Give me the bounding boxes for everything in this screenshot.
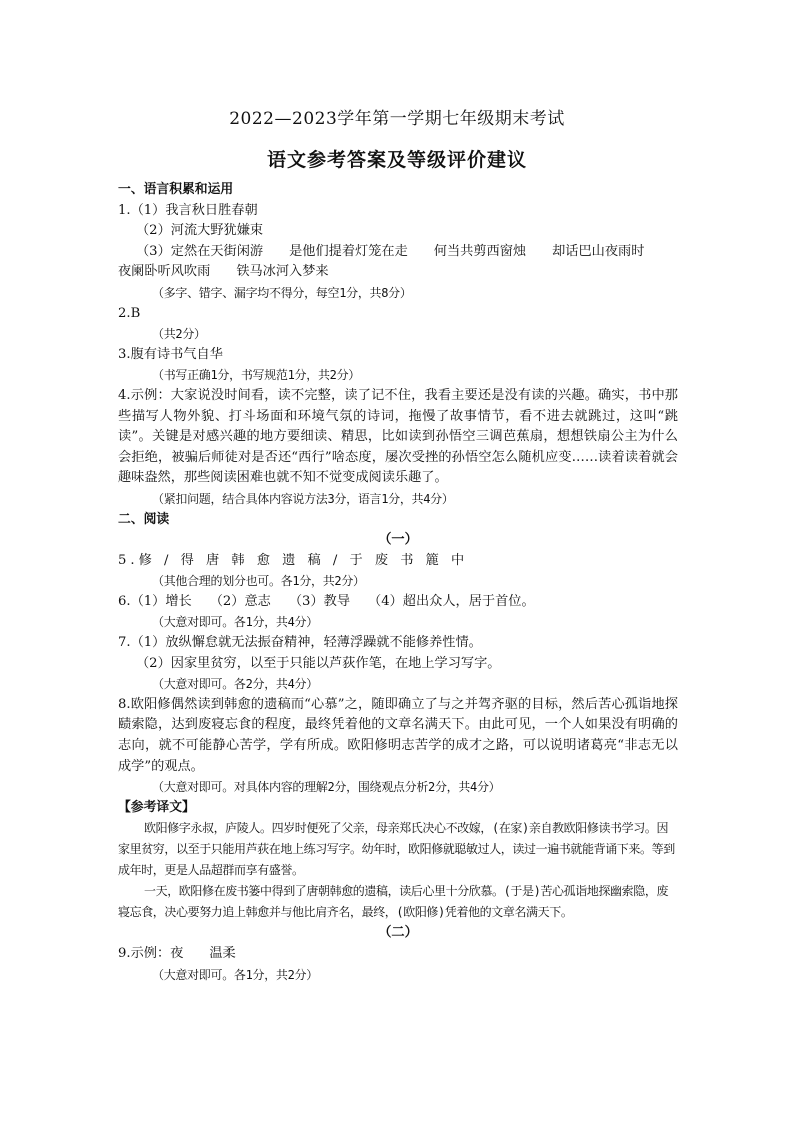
- q1-a3-part6: 铁马冰河入梦来: [236, 264, 329, 280]
- q7-answer-2: （2）因家里贫穷，以至于只能以芦荻作笔，在地上学习写字。: [136, 655, 501, 671]
- section-heading-2: 二、阅读: [118, 511, 170, 527]
- q6-part2: （2）意志: [209, 593, 271, 609]
- q6-part3: （3）教导: [288, 593, 351, 609]
- q1-answer-2: （2）河流大野犹嫌束: [136, 223, 264, 239]
- q2-scoring-note: （共2分）: [152, 327, 206, 342]
- q3-scoring-note: （书写正确1分，书写规范1分，共2分）: [152, 368, 360, 383]
- q9-answer: [118, 944, 678, 965]
- q8-answer: 8.欧阳修偶然读到韩愈的遗稿而“心慕”之，随即确立了与之并驾齐驱的目标，然后苦心孤诣地探赜索隐，达到废寝忘食的程度，最终凭着他的文章名满天下。由此可见，一个人如果没有明确的志向，就不可能静心苦学，学有所成。欧阳修明志苦学的成才之路，可以说明诸葛亮“非志无以成学”的观点。: [118, 696, 678, 774]
- q4-answer: 4.示例：大家说没时间看，读不完整，读了记不住，我看主要还是没有读的兴趣。确实，书中那些描写人物外貌、打斗场面和环境气氛的诗词，拖慢了故事情节，看不进去就跳过，这叫“跳读”。关键是对感兴趣的地方要细读、精思，比如读到孙悟空三调芭蕉扇，想想铁扇公主为什么会拒绝，被骗后师徒对是否还“西行”啥态度，屡次受挫的孙悟空怎么随机应变……读着读着就会趣味盎然，那些阅读困难也就不知不觉变成阅读乐趣了。: [118, 387, 678, 486]
- exam-title: 2022—2023学年第一学期七年级期末考试: [229, 109, 565, 129]
- translation-paragraph-2: 一天，欧阳修在废书篓中得到了唐朝韩愈的遗稿，读后心里十分欣慕。(于是)苦心孤诣地探幽索隐，废寝忘食，决心要努力追上韩愈并与他比肩齐名，最终，(欧阳修)凭着他的文章名满天下。: [118, 884, 669, 920]
- q6-part4: （4）超出众人，居于首位。: [368, 593, 535, 609]
- q1-answer-3-line2: [118, 262, 678, 283]
- q1-a3-part1: （3）定然在天街闲游: [136, 243, 264, 259]
- translation-heading: 【参考译文】: [118, 799, 195, 815]
- q7-answer-1: 7.（1）放纵懈怠就无法振奋精神，轻薄浮躁就不能修养性情。: [118, 635, 482, 651]
- answer-content: [118, 180, 678, 985]
- q1-answer-1: 1.（1）我言秋日胜春朝: [118, 202, 258, 218]
- part2-label: （二）: [378, 925, 418, 941]
- q3-answer: 3.腹有诗书气自华: [118, 346, 223, 362]
- q1-a3-part5: 夜阑卧听风吹雨: [118, 264, 211, 280]
- q9-scoring-note: （大意对即可。各1分，共2分）: [152, 967, 318, 982]
- q1-answer-3-line1: [118, 242, 678, 263]
- section-heading-1: 一、语言积累和运用: [118, 182, 234, 197]
- q1-a3-part2: 是他们提着灯笼在走: [289, 243, 408, 259]
- q6-scoring-note: （大意对即可。各1分，共4分）: [152, 615, 318, 630]
- q9-part2: 温柔: [209, 946, 236, 961]
- q2-answer: 2.B: [118, 305, 141, 321]
- translation-paragraph-1: 欧阳修字永叔，庐陵人。四岁时便死了父亲，母亲郑氏决心不改嫁，(在家)亲自教欧阳修读书学习。因家里贫穷，以至于只能用芦荻在地上练习写字。幼年时，欧阳修就聪敏过人，读过一遍书就能背诵下来。等到成年时，更是人品超群而享有盛誉。: [118, 821, 675, 878]
- q6-answer: [118, 592, 678, 613]
- q1-scoring-note: （多字、错字、漏字均不得分，每空1分，共8分）: [152, 285, 412, 300]
- q5-scoring-note: （其他合理的划分也可。各1分，共2分）: [152, 574, 365, 589]
- q9-part1: 9.示例：夜: [118, 946, 184, 961]
- q4-scoring-note: （紧扣问题，结合具体内容说方法3分，语言1分，共4分）: [152, 491, 454, 506]
- q6-part1: 6.（1）增长: [118, 593, 192, 609]
- q7-scoring-note: （大意对即可。各2分，共4分）: [152, 677, 318, 692]
- q1-a3-part3: 何当共剪西窗烛: [433, 243, 527, 259]
- q8-scoring-note: （大意对即可。对具体内容的理解2分，围绕观点分析2分，共4分）: [152, 780, 501, 795]
- document-subtitle: 语文参考答案及等级评价建议: [266, 149, 527, 171]
- q5-answer: 5.修 / 得 唐 韩 愈 遗 稿 / 于 废 书 簏 中: [118, 552, 469, 568]
- part1-label: （一）: [378, 532, 418, 548]
- q1-a3-part4: 却话巴山夜雨时: [552, 243, 645, 259]
